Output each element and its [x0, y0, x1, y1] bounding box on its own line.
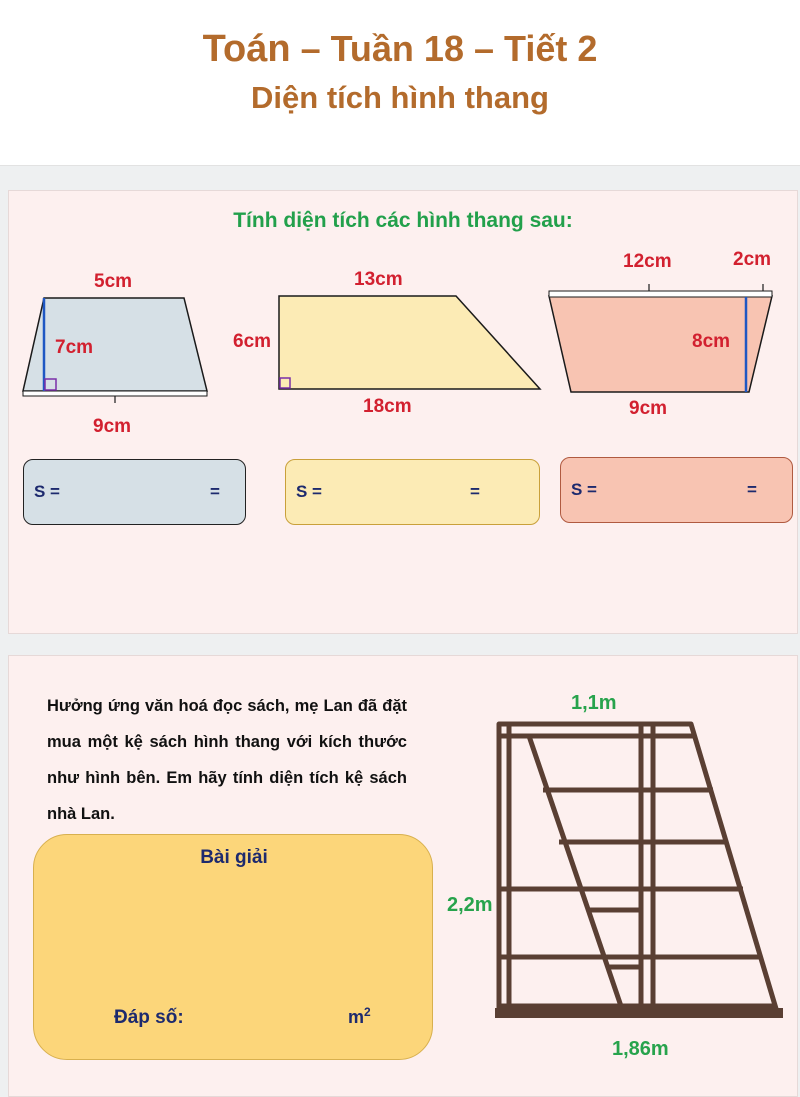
trapezoid-1-shape [23, 298, 207, 391]
shelf-height-label: 2,2m [447, 894, 493, 916]
trapezoid-1 [23, 298, 207, 403]
shelf-top-label: 1,1m [571, 692, 617, 714]
problem-text: Hưởng ứng văn hoá đọc sách, mẹ Lan đã đặt mua một kệ sách hình thang với kích thước như hình bên. Em hãy tính diện tích kệ sách nhà Lan. [47, 697, 407, 823]
trapezoid-1-top-label: 5cm [94, 271, 133, 292]
trapezoid-2-height-label: 6cm [233, 331, 272, 352]
answer-unit: $m^2$ [348, 1005, 371, 1027]
solution-title: Bài giải [200, 847, 268, 868]
lesson-title: Toán – Tuần 18 – Tiết 2 [202, 28, 598, 70]
trapezoid-1-base-bracket [23, 391, 207, 396]
trapezoid-2 [279, 296, 540, 389]
answer-box-1[interactable]: S = = [23, 459, 246, 525]
answer-label: Đáp số: [114, 1007, 184, 1028]
answer-box-2[interactable]: S = = [285, 459, 540, 525]
lesson-subtitle: Diện tích hình thang [251, 80, 549, 115]
bookshelf-illustration [485, 714, 785, 1044]
shelf-base [495, 1008, 783, 1018]
trapezoid-1-height-label: 7cm [55, 337, 94, 358]
trapezoid-3-top-label: 12cm [623, 251, 672, 272]
exercise-1-slide [8, 190, 798, 634]
solution-box[interactable] [33, 834, 433, 1060]
trapezoid-3-shape [549, 296, 772, 392]
trapezoid-3-height-label: 8cm [692, 331, 731, 352]
trapezoid-3-extra-label: 2cm [733, 249, 772, 270]
exercise-1-instruction: Tính diện tích các hình thang sau: [233, 209, 573, 232]
shelf-bottom-label: 1,86m [612, 1038, 669, 1060]
trapezoid-2-shape [279, 296, 540, 389]
trapezoid-3-top-bracket [549, 291, 772, 297]
title-slide [0, 0, 800, 166]
trapezoid-2-bottom-label: 18cm [363, 396, 412, 417]
answer-box-3[interactable]: S = = [560, 457, 793, 523]
trapezoid-2-top-label: 13cm [354, 269, 403, 290]
trapezoid-3 [549, 284, 772, 392]
trapezoid-1-bottom-label: 9cm [93, 416, 132, 437]
exercise-2-slide [8, 655, 798, 1097]
trapezoid-3-bottom-label: 9cm [629, 398, 668, 419]
